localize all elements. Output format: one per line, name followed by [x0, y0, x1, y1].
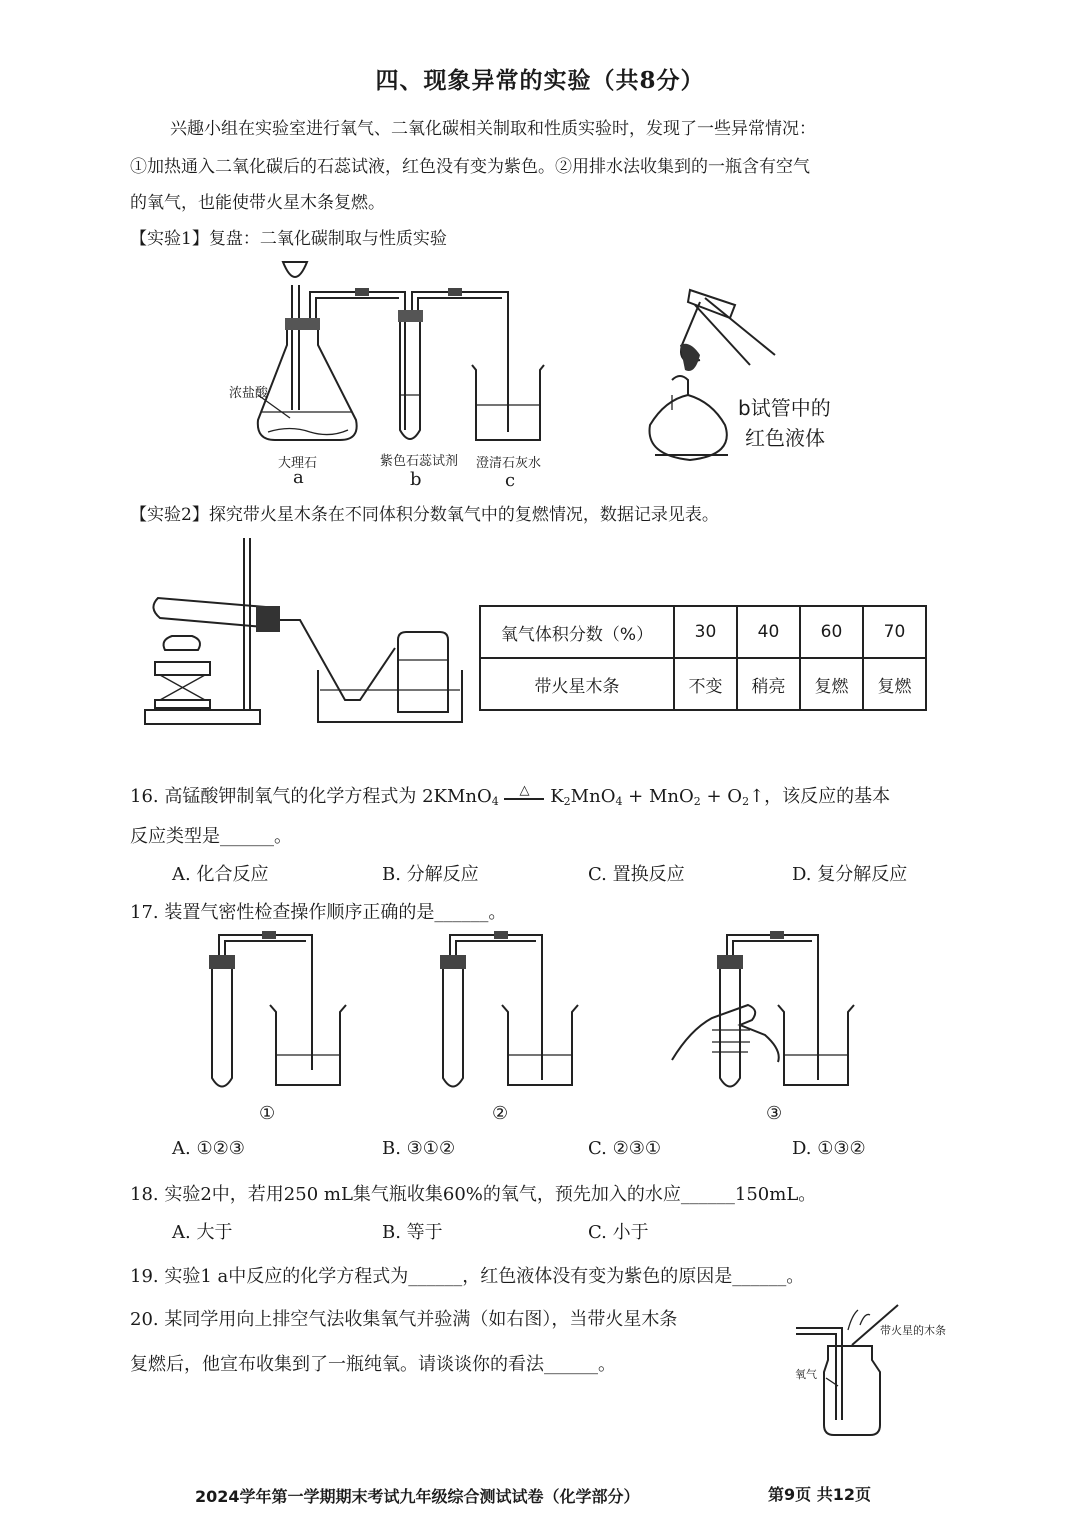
caption-line-2: 红色液体: [745, 426, 825, 450]
q16-line-2: 反应类型是______。: [130, 826, 292, 847]
footer-exam-title: 2024学年第一学期期末考试九年级综合测试试卷（化学部分）: [195, 1487, 640, 1506]
q16-text: 16. 高锰酸钾制氧气的化学方程式为 2KMnO: [130, 786, 492, 807]
label-glowing-stick: 带火星的木条: [880, 1324, 946, 1337]
q16-option-c[interactable]: C. 置换反应: [588, 864, 685, 885]
letter-b: b: [410, 469, 422, 490]
caption-line-1: b试管中的: [738, 396, 831, 420]
exp2-heading: 【实验2】探究带火星木条在不同体积分数氧气中的复燃情况，数据记录见表。: [130, 505, 719, 525]
q17-fig-label-3: ③: [766, 1103, 783, 1124]
q20-line-1: 20. 某同学用向上排空气法收集氧气并验满（如右图），当带火星木条: [130, 1309, 678, 1330]
table-cell: 70: [863, 606, 926, 658]
section-title: 四、现象异常的实验（共8分）: [375, 67, 705, 94]
table-header-glowing-stick: 带火星木条: [480, 658, 674, 710]
table-cell: 30: [674, 606, 737, 658]
q17-option-c[interactable]: C. ②③①: [588, 1138, 661, 1159]
q17-stem: 17. 装置气密性检查操作顺序正确的是______。: [130, 902, 507, 923]
q19-stem: 19. 实验1 a中反应的化学方程式为______，红色液体没有变为紫色的原因是______。: [130, 1266, 805, 1287]
intro-line-2: ①加热通入二氧化碳后的石蕊试液，红色没有变为紫色。②用排水法收集到的一瓶含有空气: [130, 157, 810, 177]
subscript: 2: [742, 795, 750, 808]
subscript: 2: [693, 795, 701, 808]
intro-line-3: 的氧气，也能使带火星木条复燃。: [130, 193, 385, 213]
label-limewater: 澄清石灰水: [476, 456, 542, 471]
q16-option-b[interactable]: B. 分解反应: [382, 864, 479, 885]
q17-fig-label-2: ②: [492, 1103, 509, 1124]
table-cell: 不变: [674, 658, 737, 710]
subscript: 4: [615, 795, 623, 808]
q18-option-a[interactable]: A. 大于: [172, 1222, 233, 1243]
reaction-arrow: △: [504, 783, 544, 800]
label-concentrated-hcl: 浓盐酸: [229, 386, 269, 401]
label-litmus: 紫色石蕊试剂: [380, 454, 459, 469]
q18-option-c[interactable]: C. 小于: [588, 1222, 649, 1243]
q16-text: ↑，该反应的基本: [749, 786, 891, 807]
q16-text: + O: [700, 786, 743, 807]
table-header-oxygen-fraction: 氧气体积分数（%）: [480, 606, 674, 658]
table-cell: 60: [800, 606, 863, 658]
table-cell: 稍亮: [737, 658, 800, 710]
q17-option-b[interactable]: B. ③①②: [382, 1138, 456, 1159]
subscript: 2: [563, 795, 571, 808]
letter-c: c: [505, 470, 516, 491]
intro-line-1: 兴趣小组在实验室进行氧气、二氧化碳相关制取和性质实验时，发现了一些异常情况：: [170, 119, 816, 139]
q16-text: MnO: [570, 786, 616, 807]
footer-page-number: 第9页 共12页: [768, 1485, 871, 1504]
q17-fig-label-1: ①: [259, 1103, 276, 1124]
exp1-heading: 【实验1】复盘：二氧化碳制取与性质实验: [130, 229, 447, 249]
q16-text: + MnO: [622, 786, 694, 807]
q17-option-a[interactable]: A. ①②③: [172, 1138, 245, 1159]
subscript: 4: [491, 795, 499, 808]
table-cell: 复燃: [800, 658, 863, 710]
q16-text: K: [550, 786, 564, 807]
table-cell: 复燃: [863, 658, 926, 710]
table-cell: 40: [737, 606, 800, 658]
q18-option-b[interactable]: B. 等于: [382, 1222, 443, 1243]
letter-a: a: [293, 467, 304, 488]
q17-option-d[interactable]: D. ①③②: [792, 1138, 866, 1159]
q20-line-2: 复燃后，他宣布收集到了一瓶纯氧。请谈谈你的看法______。: [130, 1354, 616, 1375]
q18-stem: 18. 实验2中，若用250 mL集气瓶收集60%的氧气，预先加入的水应______150mL。: [130, 1184, 817, 1205]
label-marble: 大理石: [278, 456, 318, 471]
label-oxygen: 氧气: [795, 1368, 817, 1381]
q16-option-a[interactable]: A. 化合反应: [172, 864, 269, 885]
q16-option-d[interactable]: D. 复分解反应: [792, 864, 908, 885]
